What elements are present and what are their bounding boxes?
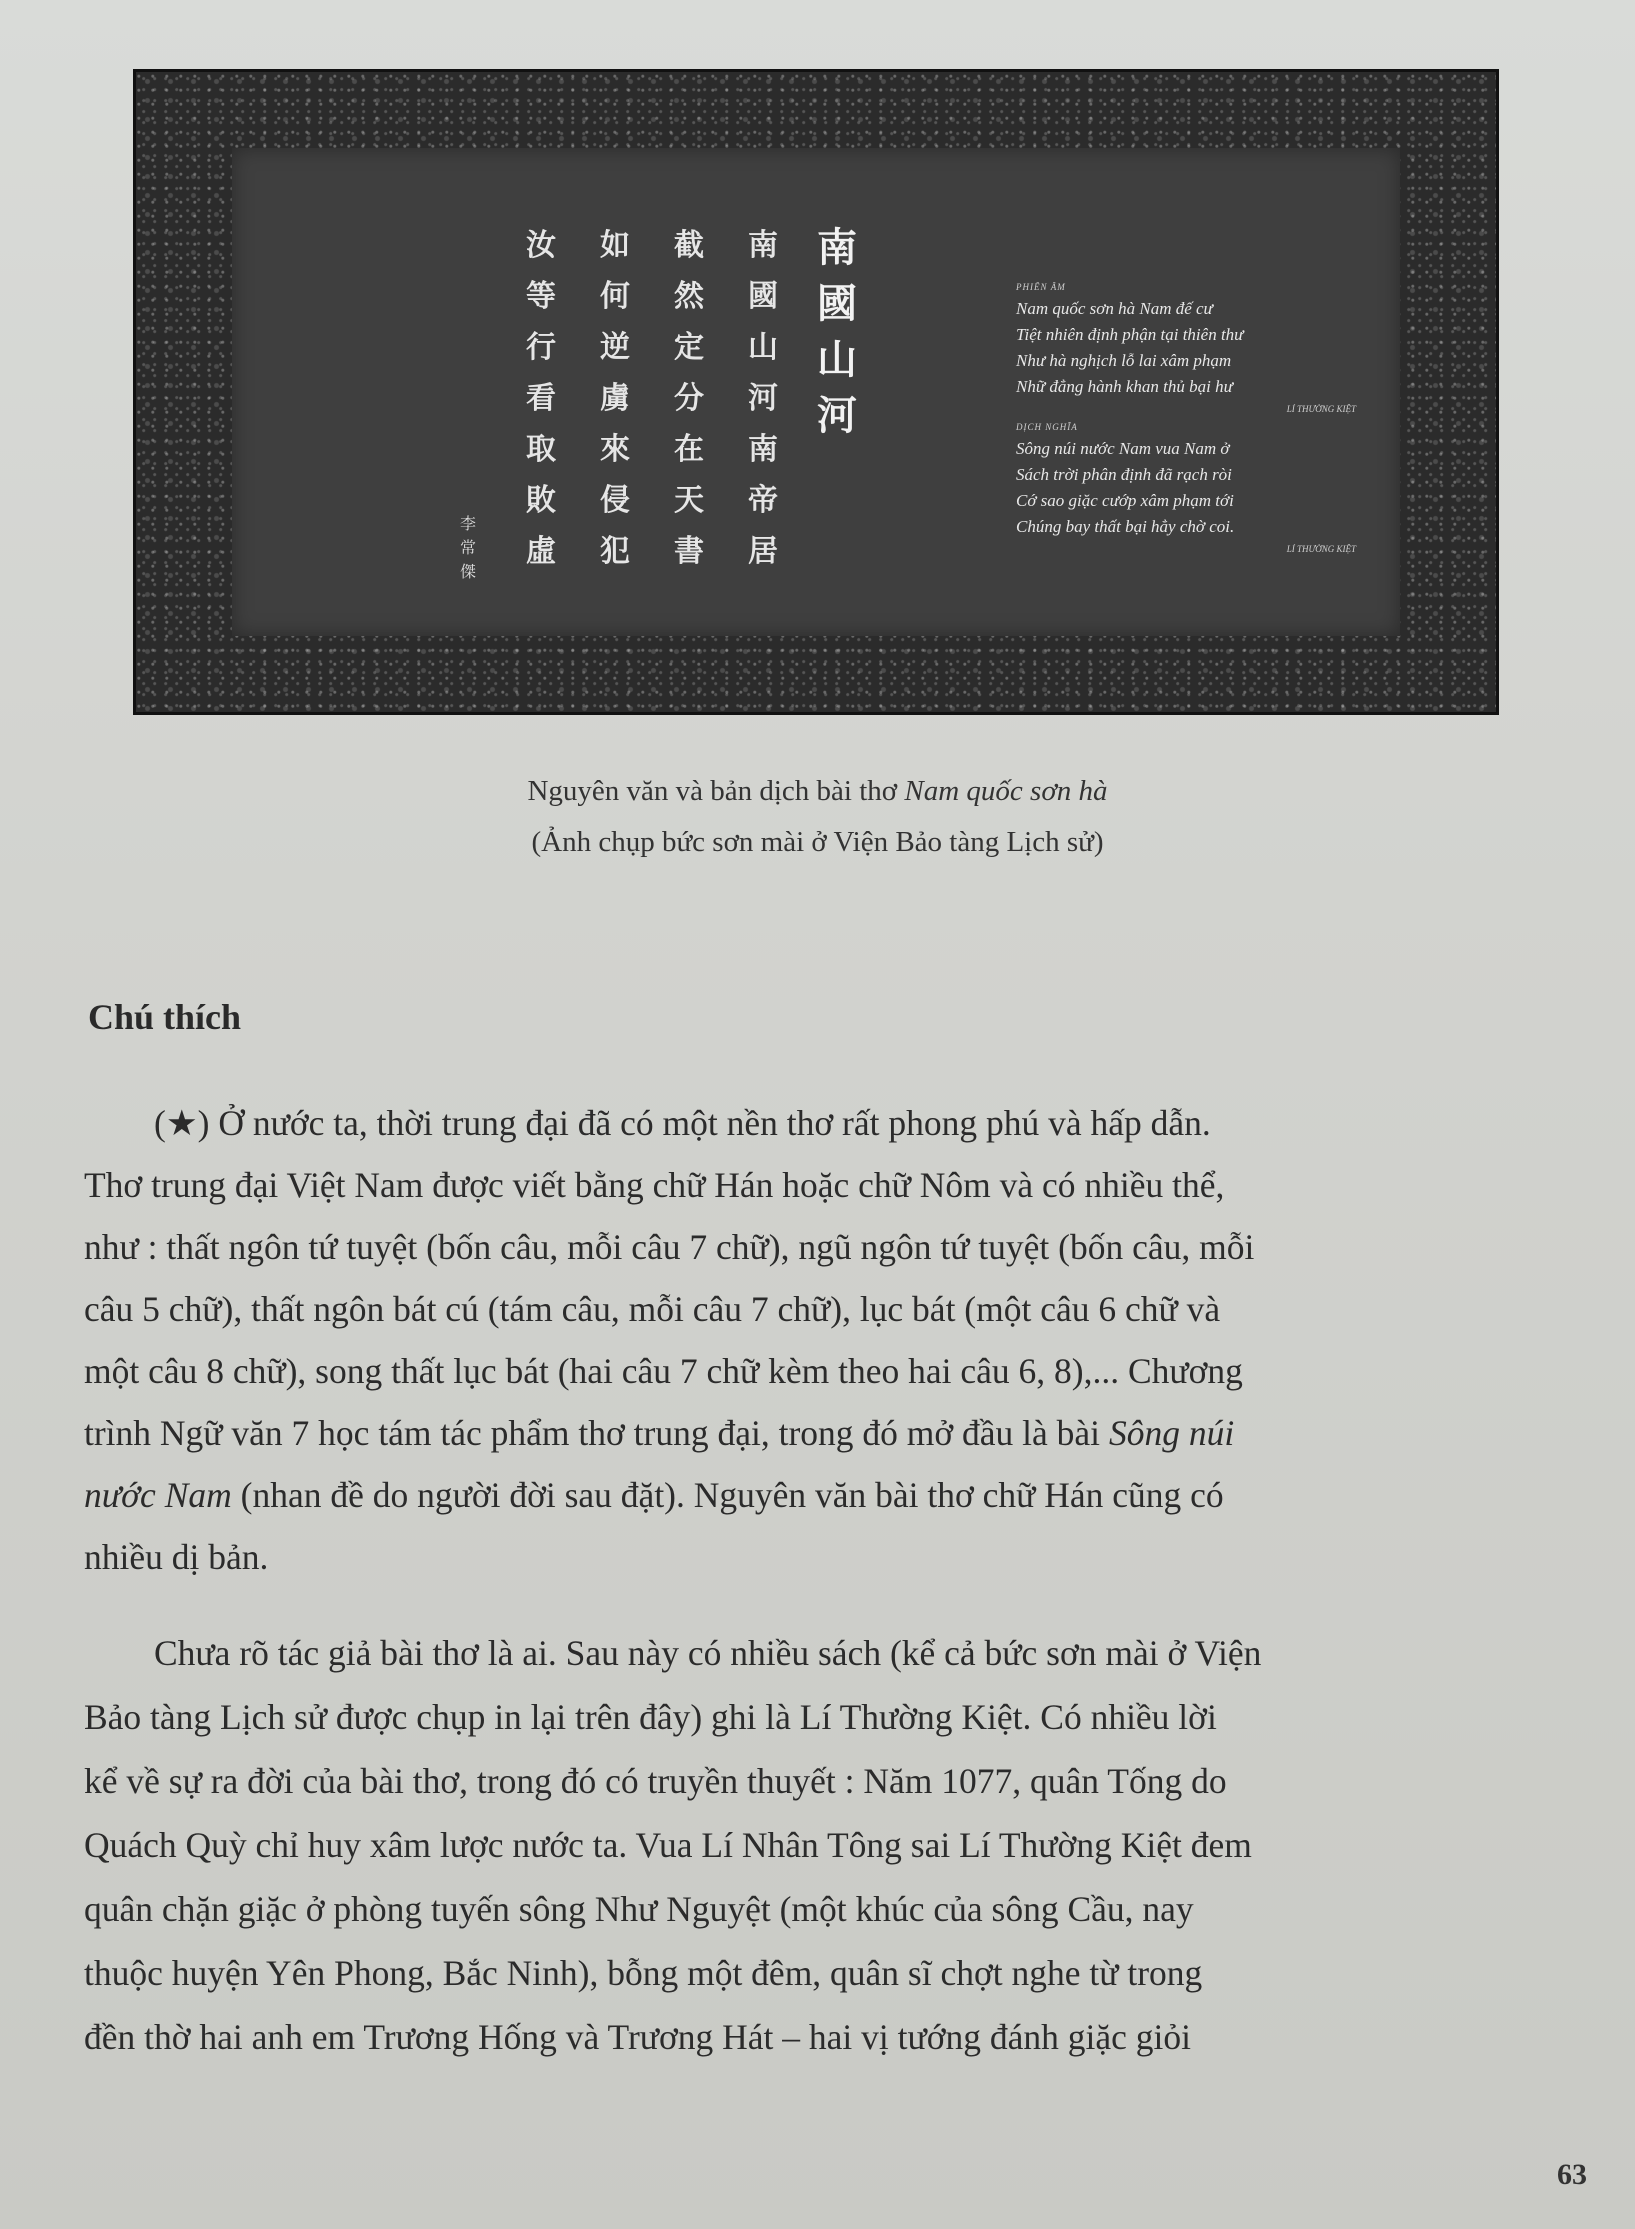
dich-nghia-line: Sông núi nước Nam vua Nam ở	[1016, 439, 1230, 458]
hanzi-char: 書	[674, 534, 704, 569]
hanzi-column-1	[743, 220, 783, 577]
text-line: kể về sự ra đời của bài thơ, trong đó có truyền thuyết : Năm 1077, quân Tống do	[84, 1761, 1227, 1801]
hanzi-char: 定	[674, 330, 704, 365]
hanzi-char: 南	[817, 225, 857, 271]
italic-title: Sông núi	[1108, 1413, 1235, 1453]
hanzi-char: 虛	[526, 534, 556, 569]
hanzi-signature	[458, 512, 478, 584]
hanzi-char: 如	[600, 228, 630, 263]
text-line	[84, 1474, 1224, 1516]
hanzi-char: 山	[748, 330, 778, 365]
dich-nghia-line: Chúng bay thất bại hẳy chờ coi.	[1016, 517, 1235, 536]
hanzi-char: 來	[600, 432, 630, 467]
hanzi-column-3	[595, 220, 635, 577]
phien-am-signature: LÍ THƯỜNG KIỆT	[1286, 404, 1356, 414]
text-line: Thơ trung đại Việt Nam được viết bằng chữ Hán hoặc chữ Nôm và có nhiều thể,	[84, 1165, 1225, 1205]
hanzi-title-column	[817, 220, 857, 577]
text-line: một câu 8 chữ), song thất lục bát (hai câu 7 chữ kèm theo hai câu 6, 8),... Chương	[84, 1351, 1243, 1391]
text-line: Chưa rõ tác giả bài thơ là ai. Sau này có nhiều sách (kể cả bức sơn mài ở Viện	[154, 1633, 1262, 1673]
caption-poem-title: Nam quốc sơn hà	[904, 775, 1108, 807]
image-caption-line-1	[0, 775, 1635, 808]
text-line: thuộc huyện Yên Phong, Bắc Ninh), bỗng một đêm, quân sĩ chợt nghe từ trong	[84, 1953, 1203, 1993]
hanzi-char: 侵	[600, 483, 630, 518]
hanzi-char: 山	[817, 337, 857, 383]
hanzi-char: 南	[748, 228, 778, 263]
hanzi-poem	[521, 220, 857, 577]
hanzi-char: 國	[748, 279, 778, 314]
text-line: Quách Quỳ chỉ huy xâm lược nước ta. Vua Lí Nhân Tông sai Lí Thường Kiệt đem	[84, 1825, 1252, 1865]
text-span: trình Ngữ văn 7 học tám tác phẩm thơ trung đại, trong đó mở đầu là bài	[84, 1413, 1109, 1453]
dich-nghia-label: DỊCH NGHĨA	[1016, 422, 1078, 432]
hanzi-char: 截	[674, 228, 704, 263]
caption-text: Nguyên văn và bản dịch bài thơ	[527, 775, 905, 807]
hanzi-char: 分	[674, 381, 704, 416]
hanzi-char: 犯	[600, 534, 630, 569]
text-line: câu 5 chữ), thất ngôn bát cú (tám câu, mỗi câu 7 chữ), lục bát (một câu 6 chữ và	[84, 1289, 1221, 1329]
page-number: 63	[1557, 2158, 1587, 2191]
hanzi-char: 帝	[748, 483, 778, 518]
dich-nghia-signature: LÍ THƯỜNG KIỆT	[1286, 544, 1356, 554]
section-heading: Chú thích	[88, 997, 242, 1037]
text-span: (nhan đề do người đời sau đặt). Nguyên văn bài thơ chữ Hán cũng có	[231, 1475, 1224, 1515]
text-line: (★) Ở nước ta, thời trung đại đã có một nền thơ rất phong phú và hấp dẫn.	[154, 1103, 1211, 1143]
image-caption-line-2: (Ảnh chụp bức sơn mài ở Viện Bảo tàng Lịch sử)	[531, 826, 1104, 858]
text-line: như : thất ngôn tứ tuyệt (bốn câu, mỗi câu 7 chữ), ngũ ngôn tứ tuyệt (bốn câu, mỗi	[84, 1227, 1255, 1267]
hanzi-char: 居	[748, 534, 778, 569]
italic-title: nước Nam	[84, 1475, 232, 1515]
hanzi-char: 在	[674, 432, 704, 467]
hanzi-char: 汝	[526, 228, 556, 263]
phien-am-line: Nam quốc sơn hà Nam đế cư	[1016, 299, 1213, 318]
hanzi-char: 河	[748, 381, 778, 416]
hanzi-char: 逆	[600, 330, 630, 365]
dich-nghia-line: Sách trời phân định đã rạch ròi	[1016, 465, 1232, 484]
phien-am-line: Như hà nghịch lỗ lai xâm phạm	[1016, 351, 1232, 370]
hanzi-char: 何	[600, 279, 630, 314]
text-line: đền thờ hai anh em Trương Hống và Trương Hát – hai vị tướng đánh giặc giỏi	[84, 2017, 1192, 2057]
hanzi-char: 取	[526, 432, 556, 467]
vietnamese-translation-block	[1016, 282, 1416, 562]
signature-char: 李	[459, 514, 476, 533]
phien-am-label: PHIÊN ÂM	[1016, 282, 1066, 292]
hanzi-char: 河	[817, 393, 857, 439]
dich-nghia-line: Cớ sao giặc cướp xâm phạm tới	[1016, 491, 1234, 510]
hanzi-char: 等	[526, 279, 556, 314]
hanzi-column-2	[669, 220, 709, 577]
text-line: nhiều dị bản.	[84, 1537, 269, 1577]
hanzi-char: 然	[674, 279, 704, 314]
hanzi-char: 天	[674, 483, 704, 518]
hanzi-char: 南	[748, 432, 778, 467]
lacquer-plaque-image	[136, 72, 1496, 712]
phien-am-line: Nhữ đẳng hành khan thủ bại hư	[1016, 377, 1233, 396]
text-line: Bảo tàng Lịch sử được chụp in lại trên đây) ghi là Lí Thường Kiệt. Có nhiều lời	[84, 1697, 1217, 1737]
phien-am-line: Tiệt nhiên định phận tại thiên thư	[1016, 325, 1244, 344]
hanzi-char: 敗	[526, 483, 556, 518]
text-line	[84, 1412, 1234, 1454]
signature-char: 常	[459, 538, 476, 557]
signature-char: 傑	[459, 562, 476, 581]
hanzi-char: 國	[817, 281, 857, 327]
text-line: quân chặn giặc ở phòng tuyến sông Như Nguyệt (một khúc của sông Cầu, nay	[84, 1889, 1194, 1929]
hanzi-column-4	[521, 220, 561, 577]
hanzi-char: 看	[526, 381, 556, 416]
hanzi-char: 虜	[600, 381, 630, 416]
hanzi-char: 行	[526, 330, 556, 365]
